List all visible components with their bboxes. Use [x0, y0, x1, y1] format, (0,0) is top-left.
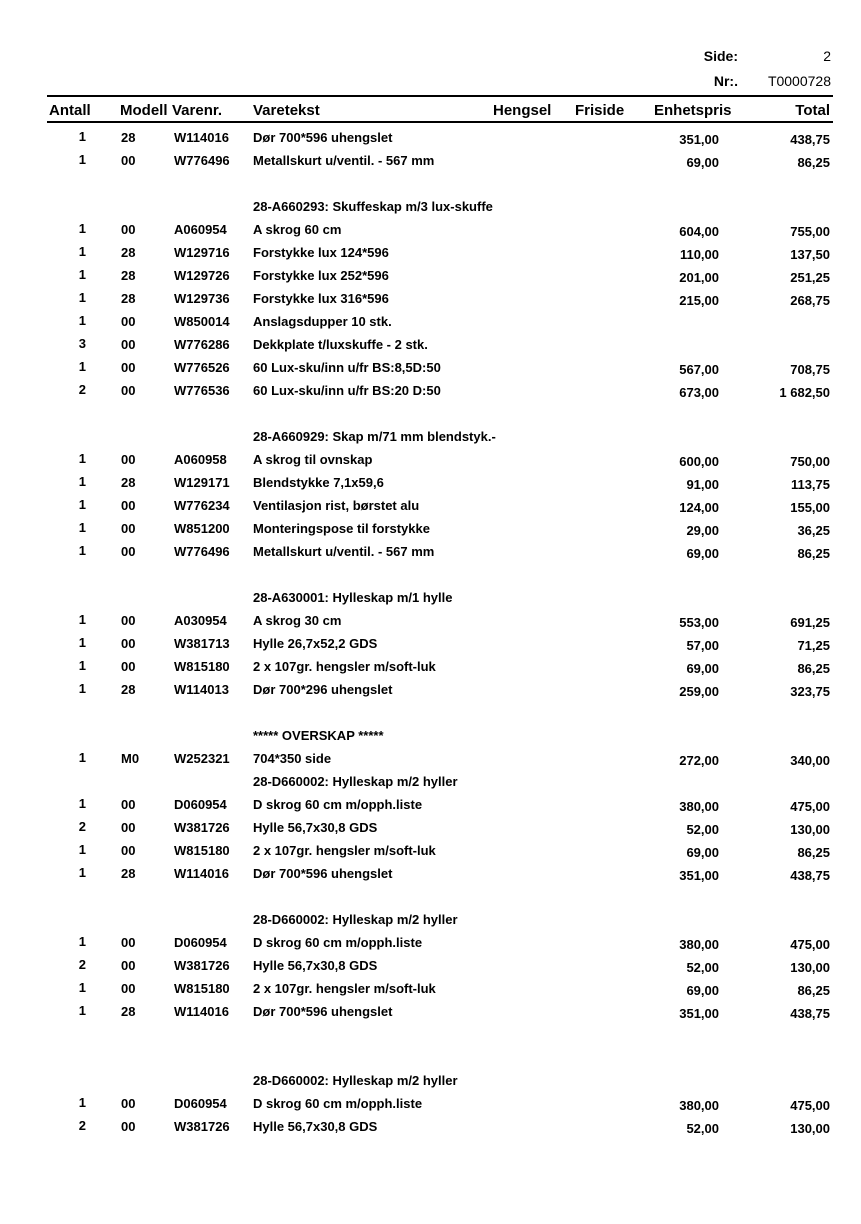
cell-modell: 00 — [121, 452, 136, 467]
cell-varenr: W815180 — [174, 981, 230, 996]
cell-antall: 1 — [78, 635, 86, 650]
cell-total: 438,75 — [790, 868, 830, 883]
table-row — [0, 520, 861, 542]
table-row — [0, 681, 861, 703]
cell-modell: 28 — [121, 866, 136, 881]
cell-enhetspris: 567,00 — [679, 362, 719, 377]
cell-total: 130,00 — [790, 822, 830, 837]
group-heading-text: 28-A660929: Skap m/71 mm blendstyk.- — [253, 429, 496, 444]
cell-varenr: W776286 — [174, 337, 230, 352]
cell-varetekst: 2 x 107gr. hengsler m/soft-luk — [253, 981, 436, 996]
cell-varenr: W129171 — [174, 475, 230, 490]
cell-enhetspris: 380,00 — [679, 937, 719, 952]
cell-varenr: W815180 — [174, 659, 230, 674]
cell-varenr: A060958 — [174, 452, 227, 467]
group-heading — [0, 198, 861, 220]
cell-modell: 00 — [121, 659, 136, 674]
cell-enhetspris: 52,00 — [686, 960, 719, 975]
table-row — [0, 1118, 861, 1140]
cell-modell: 00 — [121, 843, 136, 858]
cell-total: 1 682,50 — [779, 385, 830, 400]
table-row — [0, 451, 861, 473]
cell-modell: 00 — [121, 383, 136, 398]
cell-enhetspris: 272,00 — [679, 753, 719, 768]
blank-row — [0, 566, 861, 588]
cell-enhetspris: 124,00 — [679, 500, 719, 515]
table-row — [0, 543, 861, 565]
cell-antall: 2 — [78, 1118, 86, 1133]
cell-total: 708,75 — [790, 362, 830, 377]
cell-antall: 1 — [78, 796, 86, 811]
cell-varenr: W776496 — [174, 153, 230, 168]
cell-varetekst: Monteringspose til forstykke — [253, 521, 430, 536]
table-row — [0, 612, 861, 634]
cell-enhetspris: 215,00 — [679, 293, 719, 308]
cell-varenr: W114016 — [174, 1004, 229, 1019]
group-heading — [0, 911, 861, 933]
table-row — [0, 129, 861, 151]
cell-enhetspris: 69,00 — [686, 661, 719, 676]
cell-varetekst: 704*350 side — [253, 751, 332, 766]
cell-enhetspris: 57,00 — [686, 638, 719, 653]
table-row — [0, 1003, 861, 1025]
cell-enhetspris: 69,00 — [686, 546, 719, 561]
cell-modell: 00 — [121, 981, 136, 996]
table-row — [0, 934, 861, 956]
cell-antall: 1 — [78, 497, 86, 512]
cell-modell: 00 — [121, 498, 136, 513]
table-row — [0, 1095, 861, 1117]
blank-row — [0, 1026, 861, 1048]
cell-enhetspris: 91,00 — [686, 477, 719, 492]
cell-total: 755,00 — [790, 224, 830, 239]
cell-antall: 1 — [78, 244, 86, 259]
table-row — [0, 497, 861, 519]
cell-varenr: W776526 — [174, 360, 230, 375]
cell-varetekst: 2 x 107gr. hengsler m/soft-luk — [253, 659, 436, 674]
cell-varetekst: 2 x 107gr. hengsler m/soft-luk — [253, 843, 436, 858]
cell-total: 251,25 — [790, 270, 830, 285]
cell-total: 340,00 — [790, 753, 830, 768]
cell-total: 475,00 — [790, 1098, 830, 1113]
cell-varenr: W114016 — [174, 866, 229, 881]
cell-varetekst: Hylle 56,7x30,8 GDS — [253, 958, 378, 973]
cell-varenr: A060954 — [174, 222, 227, 237]
cell-varenr: D060954 — [174, 1096, 227, 1111]
cell-varenr: W114013 — [174, 682, 229, 697]
cell-antall: 1 — [78, 129, 86, 144]
cell-varenr: W776496 — [174, 544, 230, 559]
cell-enhetspris: 351,00 — [679, 1006, 719, 1021]
cell-antall: 2 — [78, 382, 86, 397]
cell-varetekst: Forstykke lux 252*596 — [253, 268, 389, 283]
cell-varenr: W850014 — [174, 314, 230, 329]
group-heading — [0, 727, 861, 749]
group-heading-text: 28-D660002: Hylleskap m/2 hyller — [253, 912, 458, 927]
cell-varenr: D060954 — [174, 935, 227, 950]
cell-total: 438,75 — [790, 132, 830, 147]
cell-varetekst: A skrog til ovnskap — [253, 452, 373, 467]
cell-total: 130,00 — [790, 1121, 830, 1136]
cell-varenr: W129726 — [174, 268, 230, 283]
cell-varetekst: Hylle 56,7x30,8 GDS — [253, 820, 378, 835]
cell-antall: 1 — [78, 152, 86, 167]
order-number-label: Nr:. — [713, 73, 738, 89]
table-row — [0, 152, 861, 174]
cell-varetekst: 60 Lux-sku/inn u/fr BS:20 D:50 — [253, 383, 441, 398]
cell-enhetspris: 110,00 — [679, 247, 719, 262]
cell-varetekst: Hylle 56,7x30,8 GDS — [253, 1119, 378, 1134]
cell-total: 86,25 — [797, 661, 830, 676]
order-number: T0000728 — [767, 73, 831, 89]
cell-antall: 1 — [78, 543, 86, 558]
cell-total: 86,25 — [797, 546, 830, 561]
group-heading-text: 28-A660293: Skuffeskap m/3 lux-skuffe — [253, 199, 493, 214]
table-row — [0, 290, 861, 312]
cell-enhetspris: 29,00 — [686, 523, 719, 538]
cell-varenr: W381726 — [174, 820, 230, 835]
col-enhetspris: Enhetspris — [654, 102, 732, 119]
cell-antall: 1 — [78, 520, 86, 535]
cell-enhetspris: 604,00 — [679, 224, 719, 239]
cell-varetekst: D skrog 60 cm m/opph.liste — [253, 1096, 423, 1111]
group-heading — [0, 1072, 861, 1094]
col-varetekst: Varetekst — [253, 102, 320, 119]
cell-antall: 3 — [78, 336, 86, 351]
cell-varenr: W129716 — [174, 245, 230, 260]
cell-antall: 1 — [78, 221, 86, 236]
blank-row — [0, 175, 861, 197]
col-varenr: Varenr. — [172, 102, 223, 119]
group-heading-text: 28-A630001: Hylleskap m/1 hylle — [253, 590, 453, 605]
cell-total: 268,75 — [790, 293, 830, 308]
cell-modell: 28 — [121, 245, 136, 260]
cell-varetekst: Blendstykke 7,1x59,6 — [253, 475, 384, 490]
cell-varetekst: Metallskurt u/ventil. - 567 mm — [253, 153, 435, 168]
table-row — [0, 865, 861, 887]
cell-antall: 2 — [78, 819, 86, 834]
cell-modell: 00 — [121, 797, 136, 812]
cell-antall: 1 — [78, 451, 86, 466]
cell-varenr: W381713 — [174, 636, 230, 651]
group-heading — [0, 428, 861, 450]
cell-enhetspris: 69,00 — [686, 845, 719, 860]
cell-enhetspris: 201,00 — [679, 270, 719, 285]
cell-varenr: W776536 — [174, 383, 230, 398]
cell-varetekst: A skrog 60 cm — [253, 222, 342, 237]
table-row — [0, 750, 861, 772]
cell-total: 750,00 — [790, 454, 830, 469]
header-bottom-rule — [47, 121, 833, 123]
blank-row — [0, 405, 861, 427]
cell-total: 137,50 — [790, 247, 830, 262]
cell-varetekst: D skrog 60 cm m/opph.liste — [253, 935, 423, 950]
blank-row — [0, 1049, 861, 1071]
table-row — [0, 957, 861, 979]
cell-varenr: W381726 — [174, 1119, 230, 1134]
cell-varenr: D060954 — [174, 797, 227, 812]
cell-modell: 00 — [121, 958, 136, 973]
cell-varetekst: D skrog 60 cm m/opph.liste — [253, 797, 423, 812]
cell-antall: 1 — [78, 865, 86, 880]
cell-modell: 28 — [121, 682, 136, 697]
cell-total: 130,00 — [790, 960, 830, 975]
cell-enhetspris: 69,00 — [686, 983, 719, 998]
cell-modell: 00 — [121, 521, 136, 536]
cell-total: 71,25 — [797, 638, 830, 653]
cell-modell: 00 — [121, 820, 136, 835]
col-modell: Modell — [120, 102, 168, 119]
cell-varenr: W815180 — [174, 843, 230, 858]
cell-antall: 1 — [78, 612, 86, 627]
cell-modell: 00 — [121, 153, 136, 168]
cell-modell: 00 — [121, 337, 136, 352]
cell-varetekst: Dør 700*596 uhengslet — [253, 1004, 393, 1019]
cell-modell: 00 — [121, 636, 136, 651]
cell-modell: 00 — [121, 1096, 136, 1111]
cell-total: 113,75 — [790, 477, 830, 492]
cell-varenr: W776234 — [174, 498, 230, 513]
table-row — [0, 221, 861, 243]
table-row — [0, 842, 861, 864]
cell-antall: 1 — [78, 290, 86, 305]
cell-antall: 1 — [78, 750, 86, 765]
cell-modell: 00 — [121, 1119, 136, 1134]
cell-modell: 00 — [121, 222, 136, 237]
cell-varenr: W851200 — [174, 521, 230, 536]
cell-varetekst: A skrog 30 cm — [253, 613, 342, 628]
cell-antall: 1 — [78, 267, 86, 282]
cell-varetekst: Forstykke lux 124*596 — [253, 245, 389, 260]
cell-total: 155,00 — [790, 500, 830, 515]
cell-enhetspris: 351,00 — [679, 132, 719, 147]
group-heading-text: 28-D660002: Hylleskap m/2 hyller — [253, 1073, 458, 1088]
cell-varetekst: Ventilasjon rist, børstet alu — [253, 498, 420, 513]
cell-antall: 1 — [78, 1095, 86, 1110]
cell-enhetspris: 380,00 — [679, 799, 719, 814]
cell-antall: 1 — [78, 313, 86, 328]
col-total: Total — [795, 102, 830, 119]
table-row — [0, 244, 861, 266]
cell-enhetspris: 52,00 — [686, 822, 719, 837]
table-row — [0, 980, 861, 1002]
cell-antall: 1 — [78, 681, 86, 696]
cell-antall: 1 — [78, 980, 86, 995]
cell-varenr: A030954 — [174, 613, 227, 628]
page-label: Side: — [703, 48, 738, 64]
cell-varetekst: Metallskurt u/ventil. - 567 mm — [253, 544, 435, 559]
group-heading — [0, 589, 861, 611]
cell-modell: 28 — [121, 475, 136, 490]
cell-modell: 28 — [121, 130, 136, 145]
cell-varenr: W129736 — [174, 291, 230, 306]
table-row — [0, 359, 861, 381]
cell-varenr: W381726 — [174, 958, 230, 973]
cell-varetekst: Anslagsdupper 10 stk. — [253, 314, 392, 329]
blank-row — [0, 704, 861, 726]
cell-total: 475,00 — [790, 937, 830, 952]
cell-antall: 1 — [78, 474, 86, 489]
cell-total: 323,75 — [790, 684, 830, 699]
cell-antall: 1 — [78, 842, 86, 857]
cell-antall: 1 — [78, 658, 86, 673]
cell-enhetspris: 351,00 — [679, 868, 719, 883]
col-antall: Antall — [49, 102, 91, 119]
cell-total: 86,25 — [797, 983, 830, 998]
cell-modell: M0 — [121, 751, 140, 766]
table-row — [0, 382, 861, 404]
cell-varetekst: Hylle 26,7x52,2 GDS — [253, 636, 378, 651]
cell-antall: 1 — [78, 359, 86, 374]
cell-enhetspris: 52,00 — [686, 1121, 719, 1136]
table-row — [0, 796, 861, 818]
cell-modell: 00 — [121, 613, 136, 628]
cell-varenr: W114016 — [174, 130, 229, 145]
cell-enhetspris: 69,00 — [686, 155, 719, 170]
cell-total: 438,75 — [790, 1006, 830, 1021]
cell-total: 475,00 — [790, 799, 830, 814]
cell-antall: 1 — [78, 934, 86, 949]
cell-antall: 2 — [78, 957, 86, 972]
cell-modell: 28 — [121, 268, 136, 283]
cell-total: 36,25 — [797, 523, 830, 538]
blank-row — [0, 888, 861, 910]
cell-enhetspris: 673,00 — [679, 385, 719, 400]
cell-varenr: W252321 — [174, 751, 230, 766]
cell-varetekst: 60 Lux-sku/inn u/fr BS:8,5D:50 — [253, 360, 441, 375]
cell-modell: 28 — [121, 291, 136, 306]
col-hengsel: Hengsel — [493, 102, 552, 119]
cell-modell: 00 — [121, 314, 136, 329]
col-friside: Friside — [575, 102, 625, 119]
table-row — [0, 819, 861, 841]
cell-modell: 00 — [121, 360, 136, 375]
cell-modell: 28 — [121, 1004, 136, 1019]
cell-varetekst: Dør 700*596 uhengslet — [253, 130, 393, 145]
group-heading-text: 28-D660002: Hylleskap m/2 hyller — [253, 774, 458, 789]
cell-total: 86,25 — [797, 155, 830, 170]
table-row — [0, 658, 861, 680]
cell-enhetspris: 553,00 — [679, 615, 719, 630]
cell-varetekst: Forstykke lux 316*596 — [253, 291, 389, 306]
cell-varetekst: Dør 700*296 uhengslet — [253, 682, 393, 697]
header-top-rule — [47, 95, 833, 97]
cell-modell: 00 — [121, 544, 136, 559]
cell-enhetspris: 259,00 — [679, 684, 719, 699]
cell-varetekst: Dør 700*596 uhengslet — [253, 866, 393, 881]
page-number: 2 — [823, 48, 831, 64]
table-row — [0, 635, 861, 657]
table-row — [0, 336, 861, 358]
cell-total: 86,25 — [797, 845, 830, 860]
group-heading — [0, 773, 861, 795]
cell-enhetspris: 380,00 — [679, 1098, 719, 1113]
table-row — [0, 313, 861, 335]
cell-antall: 1 — [78, 1003, 86, 1018]
cell-modell: 00 — [121, 935, 136, 950]
cell-total: 691,25 — [790, 615, 830, 630]
table-row — [0, 474, 861, 496]
table-row — [0, 267, 861, 289]
group-heading-text: ***** OVERSKAP ***** — [253, 728, 384, 743]
cell-enhetspris: 600,00 — [679, 454, 719, 469]
cell-varetekst: Dekkplate t/luxskuffe - 2 stk. — [253, 337, 428, 352]
